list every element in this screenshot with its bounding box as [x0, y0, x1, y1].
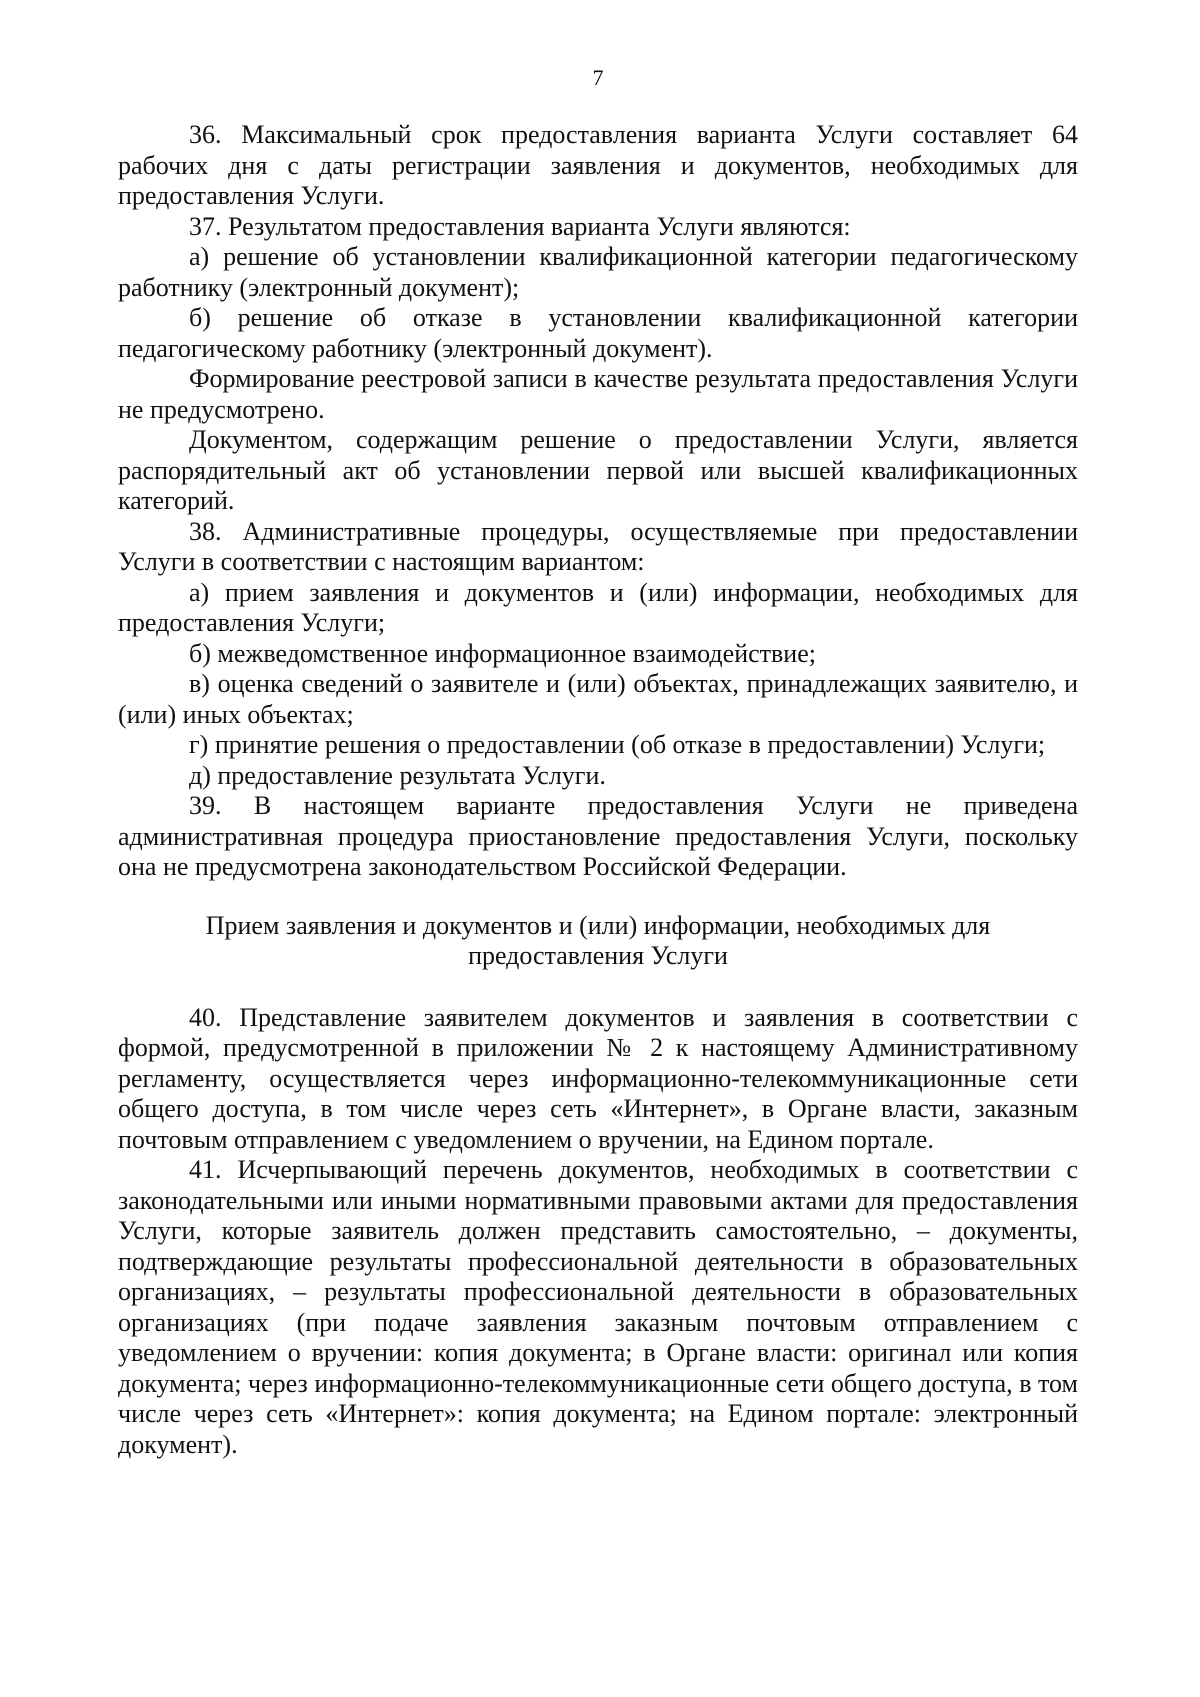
paragraphs-before	[118, 120, 1078, 883]
paragraph-41: 41. Исчерпывающий перечень документов, необходимых в соответствии с законодательными или иными нормативными правовыми актами для предоставления Услуги, которые заявитель должен представить самостоятельно, – документы, подтверждающие результаты профессиональной деятельности в образовательных организациях, – результаты профессиональной деятельности в образовательных организациях (при подаче заявления заказным почтовым отправлением с уведомлением о вручении: копия документа; в Органе власти: оригинал или копия документа; через информационно-телекоммуникационные сети общего доступа, в том числе через сеть «Интернет»: копия документа; на Едином портале: электронный документ).	[118, 1155, 1078, 1459]
paragraph-37-a: а) решение об установлении квалификационной категории педагогическому работнику (электронный документ);	[118, 242, 1078, 302]
paragraph-39: 39. В настоящем варианте предоставления Услуги не приведена административная процедура приостановление предоставления Услуги, поскольку она не предусмотрена законодательством Российской Федерации.	[118, 791, 1078, 881]
paragraph-37: 37. Результатом предоставления варианта Услуги являются:	[189, 211, 851, 241]
paragraph-decision-document: Документом, содержащим решение о предоставлении Услуги, является распорядительный акт об установлении первой или высшей квалификационных категорий.	[118, 425, 1078, 515]
document-page	[118, 66, 1078, 1460]
paragraph-40: 40. Представление заявителем документов и заявления в соответствии с формой, предусмотренной в приложении № 2 к настоящему Административному регламенту, осуществляется через информационно-телекоммуникационные сети общего доступа, в том числе через сеть «Интернет», в Органе власти, заказным почтовым отправлением с уведомлением о вручении, на Едином портале.	[118, 1002, 1078, 1154]
section-heading: Прием заявления и документов и (или) информации, необходимых для предоставления Услуги	[205, 910, 991, 970]
paragraph-38-g: г) принятие решения о предоставлении (об отказе в предоставлении) Услуги;	[189, 730, 1046, 759]
paragraph-38-b: б) межведомственное информационное взаимодействие;	[189, 638, 816, 668]
paragraph-38-v: в) оценка сведений о заявителе и (или) объектах, принадлежащих заявителю, и (или) иных объектах;	[118, 669, 1078, 729]
paragraph-38-d: д) предоставление результата Услуги.	[189, 760, 606, 790]
paragraph-36: 36. Максимальный срок предоставления варианта Услуги составляет 64 рабочих дня с даты регистрации заявления и документов, необходимых для предоставления Услуги.	[118, 120, 1078, 210]
paragraph-37-b: б) решение об отказе в установлении квалификационной категории педагогическому работнику (электронный документ).	[118, 303, 1078, 363]
paragraph-38: 38. Административные процедуры, осуществляемые при предоставлении Услуги в соответствии с настоящим вариантом:	[118, 516, 1078, 576]
paragraphs-after	[118, 1003, 1078, 1461]
page-number: 7	[592, 65, 604, 90]
paragraph-registry-note: Формирование реестровой записи в качестве результата предоставления Услуги не предусмотрено.	[118, 364, 1078, 424]
paragraph-38-a: а) прием заявления и документов и (или) информации, необходимых для предоставления Услуги;	[118, 577, 1078, 637]
